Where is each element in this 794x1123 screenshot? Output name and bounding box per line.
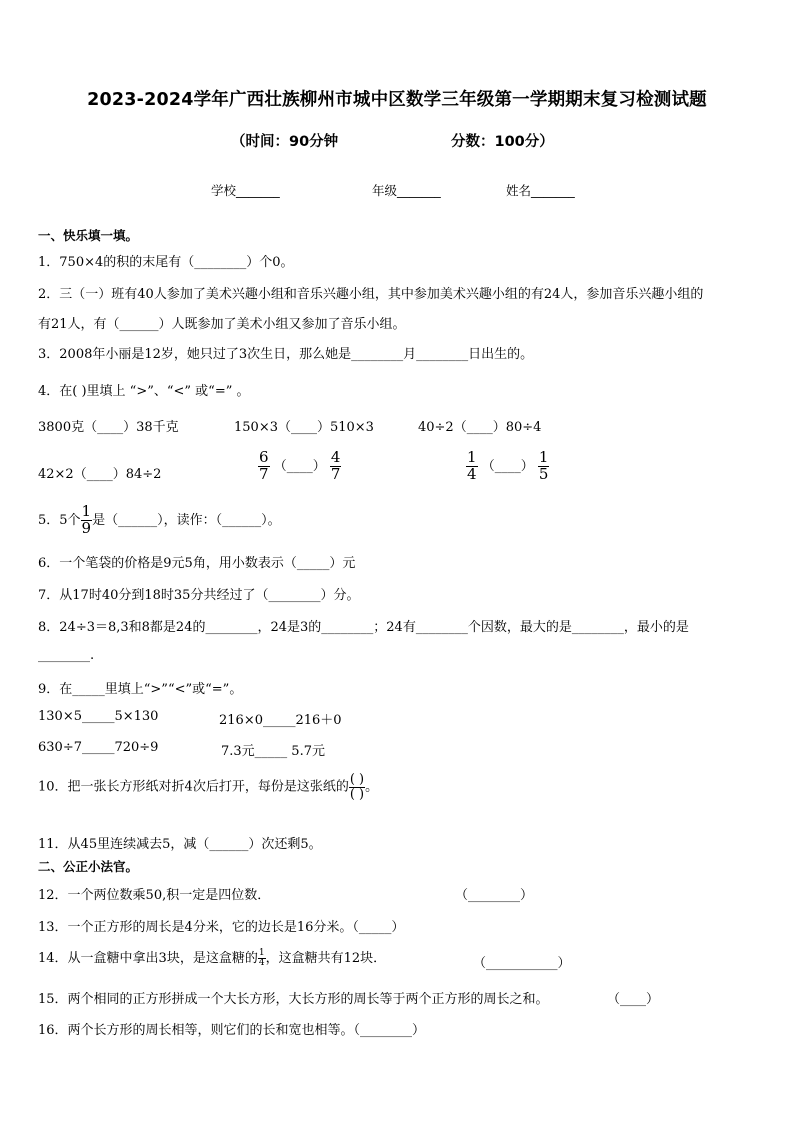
fraction [81, 504, 93, 537]
question-3: 3．2008年小丽是12岁，她只过了3次生日，那么她是________月________日出生的。 [38, 347, 534, 362]
answer-blank: （________） [455, 888, 534, 903]
fraction-denominator: 7 [330, 464, 341, 483]
fraction [258, 450, 270, 483]
question-16: 16．两个长方形的周长相等，则它们的长和宽也相等。（________） [38, 1023, 426, 1038]
answer-blank: （____） [481, 458, 534, 474]
question-8-line-1: 8．24÷3＝8,3和8都是24的________，24是3的________；24有________个因数，最大的是________，最小的是 [38, 620, 689, 635]
question-4-item: 42×2（____）84÷2 [38, 467, 162, 482]
question-9-stem: 9．在_____里填上“>”“<”或“=”。 [38, 682, 243, 697]
question-11: 11．从45里连续减去5，减（______）次还剩5。 [38, 837, 322, 852]
question-9-item: 216×0_____216＋0 [219, 713, 342, 728]
question-9-item: 130×5_____5×130 [38, 709, 159, 724]
question-10 [38, 773, 378, 801]
question-text: ，这盒糖共有12块． [265, 951, 387, 966]
fraction [538, 450, 550, 483]
fraction-numerator: 1 [258, 948, 265, 958]
question-4-item: 150×3（____）510×3 [234, 420, 374, 435]
grade-field: 年级_______ [372, 183, 441, 198]
question-text: 10．把一张长方形纸对折4次后打开，每份是这张纸的 [38, 779, 349, 795]
question-7: 7．从17时40分到18时35分共经过了（________）分。 [38, 588, 360, 603]
question-9-item: 7.3元_____ 5.7元 [221, 744, 325, 759]
fraction-denominator: 7 [259, 464, 269, 483]
fraction [330, 450, 342, 483]
question-4-item: 3800克（____）38千克 [38, 420, 179, 435]
question-6: 6．一个笔袋的价格是9元5角，用小数表示（_____）元 [38, 556, 356, 571]
fraction-numerator: 6 [259, 448, 269, 466]
section-heading: 二、公正小法官。 [38, 859, 139, 874]
fraction-denominator: ( ) [349, 786, 365, 802]
name-field: 姓名_______ [506, 183, 575, 198]
fraction-denominator: 5 [538, 464, 549, 483]
question-8-line-2: ________. [38, 648, 95, 663]
question-4-item: 40÷2（____）80÷4 [418, 420, 542, 435]
question-15: 15．两个相同的正方形拼成一个大长方形，大长方形的周长等于两个正方形的周长之和。 [38, 992, 549, 1007]
fraction-numerator: 1 [81, 502, 92, 520]
question-14 [38, 947, 386, 968]
question-text: 。 [365, 779, 379, 795]
fraction [349, 773, 365, 801]
question-9-item: 630÷7_____720÷9 [38, 740, 159, 755]
question-2-line-1: 2．三（一）班有40人参加了美术兴趣小组和音乐兴趣小组，其中参加美术兴趣小组的有24人，参加音乐兴趣小组的 [38, 287, 704, 302]
fraction-denominator: 9 [81, 518, 92, 537]
fraction [466, 450, 478, 483]
school-field: 学校_______ [211, 183, 280, 198]
question-4-stem: 4．在( )里填上 “>”、“<” 或“=” 。 [38, 384, 250, 399]
fraction-numerator: 4 [330, 448, 341, 466]
question-4-fraction-item [466, 450, 549, 483]
answer-blank: （___________） [473, 956, 571, 971]
page-title: 2023-2024学年广西壮族柳州市城中区数学三年级第一学期期末复习检测试题 [87, 90, 707, 110]
answer-blank: （____） [607, 992, 660, 1007]
fraction-numerator: 1 [538, 448, 549, 466]
question-12: 12．一个两位数乘50,积一定是四位数． [38, 888, 271, 903]
answer-blank: （____） [273, 458, 326, 474]
question-2-line-2: 有21人，有（______）人既参加了美术小组又参加了音乐小组。 [38, 317, 406, 332]
exam-time: （时间：90分钟 [231, 134, 339, 150]
question-4-fraction-item [258, 450, 341, 483]
question-13: 13．一个正方形的周长是4分米，它的边长是16分米。（_____） [38, 920, 405, 935]
question-text: 14．从一盒糖中拿出3块，是这盒糖的 [38, 951, 258, 966]
exam-score: 分数：100分） [451, 134, 554, 150]
fraction-denominator: 4 [467, 464, 477, 483]
fraction-numerator: ( ) [349, 772, 365, 787]
fraction [258, 949, 266, 968]
question-text: 5．5个 [38, 512, 81, 528]
question-5 [38, 504, 281, 537]
question-text: 是（______），读作：（______）。 [92, 512, 281, 528]
fraction-denominator: 4 [258, 958, 265, 968]
fraction-numerator: 1 [467, 448, 477, 466]
question-1: 1．750×4的积的末尾有（________）个0。 [38, 255, 294, 270]
section-heading: 一、快乐填一填。 [38, 228, 139, 243]
